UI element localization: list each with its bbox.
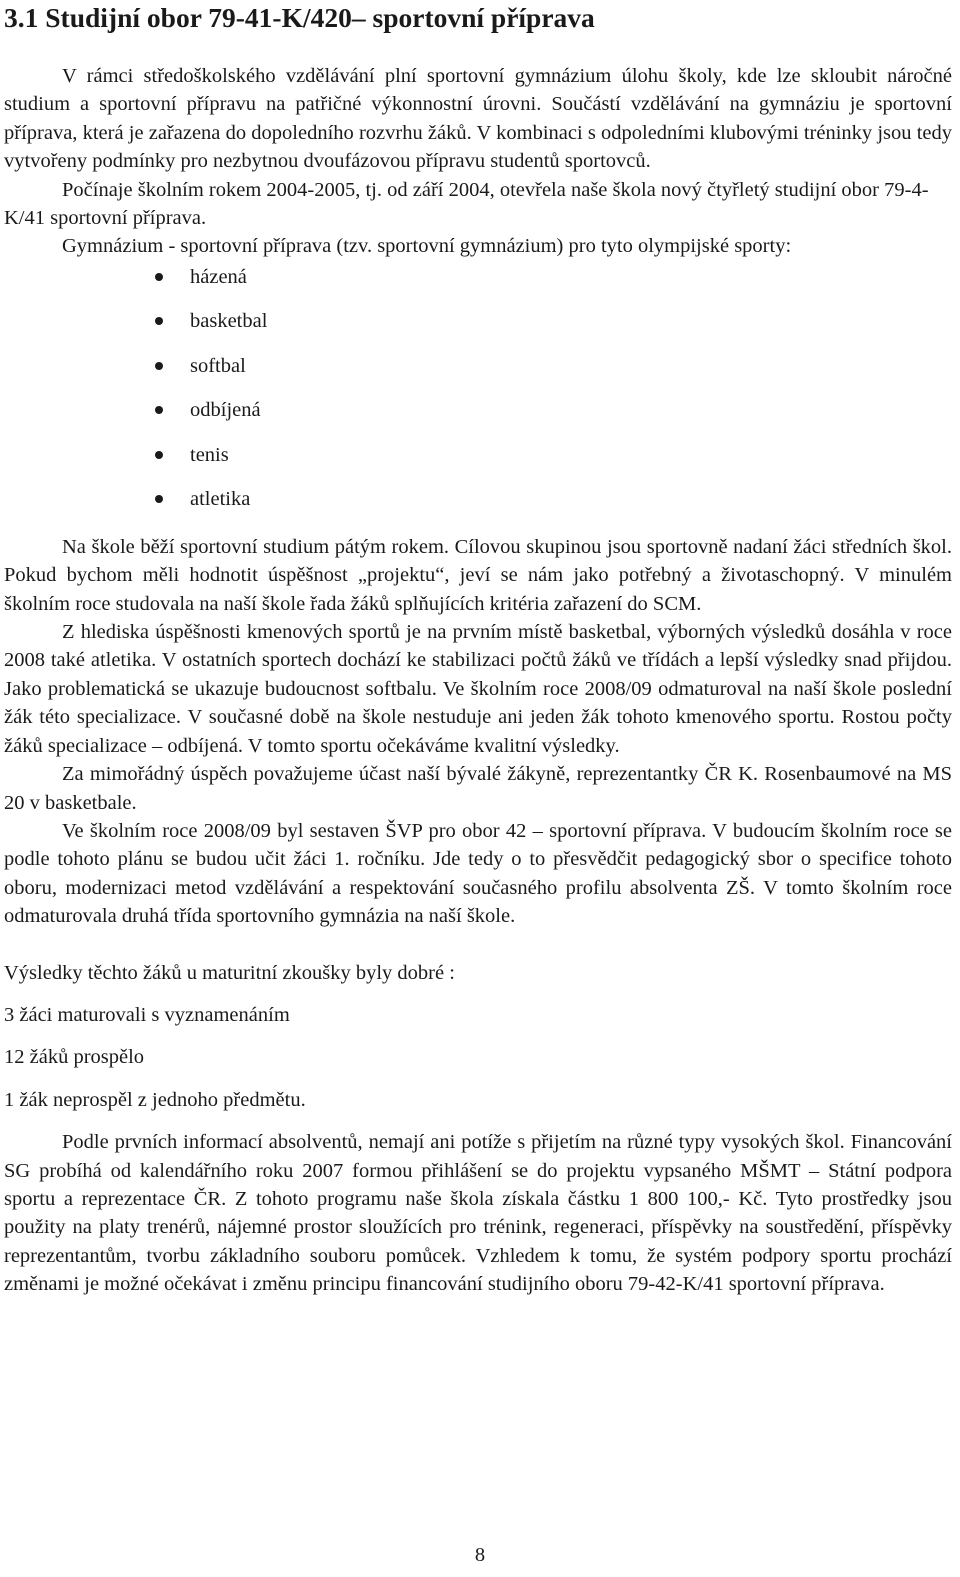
sports-list-item — [4, 483, 952, 528]
sports-list — [4, 261, 952, 528]
body-paragraph: Na škole běží sportovní studium pátým rokem. Cílovou skupinou jsou sportovně nadaní žáci středních škol. Pokud bychom měli hodnotit úspěšnost „projektu“, jeví se nám jako potřebný a životaschopný. V minulém školním roce studovala na naší škole řada žáků splňujících kritéria zařazení do SCM. — [4, 535, 952, 615]
results-intro: Výsledky těchto žáků u maturitní zkoušky byly dobré : — [4, 961, 455, 984]
intro-paragraph: Gymnázium - sportovní příprava (tzv. sportovní gymnázium) pro tyto olympijské sporty: — [62, 235, 792, 258]
page-number: 8 — [474, 1544, 486, 1566]
results-item: 1 žák neprospěl z jednoho předmětu. — [4, 1088, 306, 1111]
bullet-icon — [155, 317, 163, 325]
bullet-icon — [155, 273, 163, 281]
bullet-icon — [155, 362, 163, 370]
section-heading: 3.1 Studijní obor 79-41-K/420– sportovní příprava — [4, 2, 595, 33]
document-body — [4, 62, 952, 1299]
sport-label: basketbal — [190, 310, 268, 333]
sport-label: házená — [190, 265, 247, 288]
body-paragraph: Za mimořádný úspěch považujeme účast naší bývalé žákyně, reprezentantky ČR K. Rosenbaumové na MS 20 v basketbale. — [4, 763, 952, 814]
sports-list-item — [4, 261, 952, 306]
body-paragraph: Ve školním roce 2008/09 byl sestaven ŠVP pro obor 42 – sportovní příprava. V budoucím školním roce se podle tohoto plánu se budou učit žáci 1. ročníku. Jde tedy o to přesvědčit pedagogický sbor o specifice tohoto oboru, modernizaci metod vzdělávání a respektování současného profilu absolventa ZŠ. V tomto školním roce odmaturovala druhá třída sportovního gymnázia na naší škole. — [4, 819, 952, 928]
sports-list-item — [4, 439, 952, 484]
intro-paragraph: Počínaje školním rokem 2004-2005, tj. od září 2004, otevřela naše škola nový čtyřletý studijní obor 79-4-K/41 sportovní příprava. — [4, 178, 929, 230]
closing-paragraph: Podle prvních informací absolventů, nemají ani potíže s přijetím na různé typy vysokých škol. Financování SG probíhá od kalendářního roku 2007 formou přihlášení se do projektu vypsaného MŠMT – Státní podpora sportu a reprezentace ČR. Z tohoto programu naše škola získala částku 1 800 100,- Kč. Tyto prostředky jsou použity na platy trenérů, nájemné prostor sloužících pro trénink, regeneraci, příspěvky na soustředění, příspěvky reprezentantům, tvorbu základního souboru pomůcek. Vzhledem k tomu, že systém podpory sportu prochází změnami je možné očekávat i změnu principu financování studijního oboru 79-42-K/41 sportovní příprava. — [4, 1131, 952, 1296]
spacer — [4, 931, 952, 959]
results-item: 3 žáci maturovali s vyznamenáním — [4, 1003, 290, 1026]
sport-label: softbal — [190, 354, 246, 377]
bullet-icon — [155, 406, 163, 414]
sport-label: odbíjená — [190, 399, 261, 422]
bullet-icon — [155, 495, 163, 503]
sport-label: atletika — [190, 488, 251, 511]
sport-label: tenis — [190, 443, 229, 466]
exam-results — [4, 959, 952, 1115]
intro-paragraph: V rámci středoškolského vzdělávání plní sportovní gymnázium úlohu školy, kde lze skloubit náročné studium a sportovní přípravu na patřičné výkonnostní úrovni. Součástí vzdělávání na gymnáziu je sportovní příprava, která je zařazena do dopoledního rozvrhu žáků. V kombinaci s odpoledními klubovými tréninky jsou tedy vytvořeny podmínky pro nezbytnou dvoufázovou přípravu studentů sportovců. — [4, 65, 952, 173]
sports-list-item — [4, 305, 952, 350]
results-item: 12 žáků prospělo — [4, 1046, 145, 1069]
sports-list-item — [4, 394, 952, 439]
sports-list-item — [4, 350, 952, 395]
body-paragraph: Z hlediska úspěšnosti kmenových sportů je na prvním místě basketbal, výborných výsledků dosáhla v roce 2008 také atletika. V ostatních sportech dochází ke stabilizaci počtů žáků ve třídách a lepší výsledky snad přijdou. Jako problematická se ukazuje budoucnost softbalu. Ve školním roce 2008/09 odmaturoval na naší škole poslední žák této specializace. V současné době na škole nestuduje ani jeden žák tohoto kmenového sportu. Rostou počty žáků specializace – odbíjená. V tomto sportu očekáváme kvalitní výsledky. — [4, 621, 952, 757]
bullet-icon — [155, 451, 163, 459]
